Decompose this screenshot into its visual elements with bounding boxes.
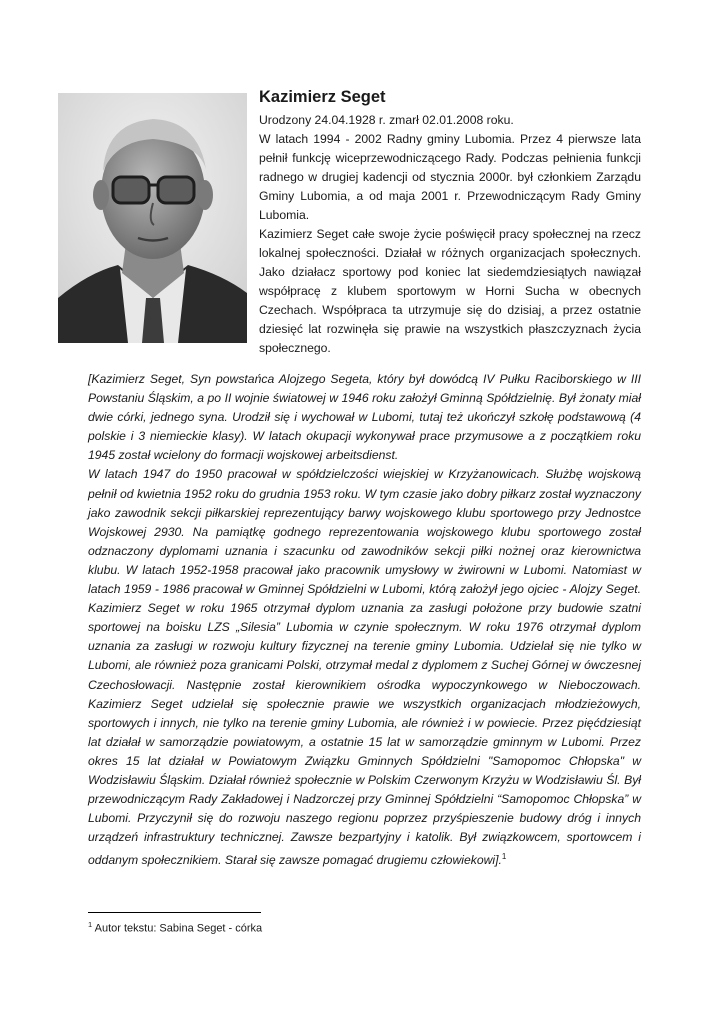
footnote-reference[interactable]: 1 (501, 852, 507, 862)
footnote (88, 920, 262, 935)
biography-text (88, 370, 641, 871)
footnote-number: 1 (88, 920, 93, 929)
person-name: Kazimierz Seget (259, 88, 386, 106)
intro-paragraph: W latach 1994 - 2002 Radny gminy Lubomia. Przez 4 pierwsze lata pełnił funkcję wiceprzewodniczącego Rady. Podczas pełnienia funkcji radnego w drugiej kadencji od stycznia 2000r. był członkiem Zarządu Gminy Lubomia, a od maja 2001 r. Przewodniczącym Rady Gminy Lubomia. (259, 132, 641, 222)
footnote-text: Autor tekstu: Sabina Seget - córka (94, 922, 263, 935)
bio-paragraph: [Kazimierz Seget, Syn powstańca Alojzego Segeta, który był dowódcą IV Pułku Raciborskiego w III Powstaniu Śląskim, a po II wojnie światowej w 1946 roku założył Gminną Spółdzielnię. Był żonaty miał dwie córki, jednego syna. Urodził się i wychował w Lubomi, tutaj też ukończył szkołę podstawową (4 polskie i 3 niemieckie klasy). W latach okupacji wykonywał prace przymusowe a z początkiem roku 1945 został wcielony do formacji wojskowej arbeitsdienst. (88, 372, 641, 463)
portrait-photo (58, 93, 247, 343)
intro-text (259, 111, 641, 358)
intro-paragraph: Kazimierz Seget całe swoje życie poświęcił pracy społecznej na rzecz lokalnej społeczności. Działał w różnych organizacjach społecznych. Jako działacz sportowy pod koniec lat siedemdziesiątych nawiązał współpracę z klubem sportowym w Horni Sucha w obecnych Czechach. Współpraca ta utrzymuje się do dzisiaj, a przez ostatnie dziesięć lat rozwinęła się prawie na wszystkich płaszczyznach życia społecznego. (259, 227, 641, 355)
intro-paragraph: Urodzony 24.04.1928 r. zmarł 02.01.2008 roku. (259, 113, 514, 127)
bio-paragraph-text: W latach 1947 do 1950 pracował w spółdzielczości wiejskiej w Krzyżanowicach. Służbę wojskową pełnił od kwietnia 1952 roku do grudnia 1953 roku. W tym czasie jako dobry piłkarz został wyznaczony jako zawodnik sekcji piłkarskiej reprezentujący barwy wojskowego klubu sportowego przy Jednostce Wojskowej 2930. Na pamiątkę godnego reprezentowania wojskowego klubu sportowego został odznaczony dyplomami uznania i szacunku od zawodników sekcji piłki nożnej oraz kierownictwa klubu. W latach 1952-1958 pracował jako pracownik umysłowy w żwirowni w Lubomi. Natomiast w latach 1959 - 1986 pracował w Gminnej Spółdzielni w Lubomi, którą założył jego ojciec - Alojzy Seget. Kazimierz Seget w roku 1965 otrzymał dyplom uznania za zasługi położone przy budowie szatni sportowej na boisku LZS „Silesia” Lubomia w czynie społecznym. W roku 1976 otrzymał dyplom uznania za zasługi w rozwoju kultury fizycznej na terenie gminy Lubomia. Udzielał się nie tylko w Lubomi, ale również poza granicami Polski, otrzymał medal z dyplomem z Suchej Górnej w ówczesnej Czechosłowacji. Następnie został kierownikiem ośrodka wypoczynkowego w Nieboczowach. Kazimierz Seget udzielał się społecznie prawie we wszystkich organizacjach młodzieżowych, sportowych i innych, nie tylko na terenie gminy Lubomia, ale również i w powiecie. Przez pięćdziesiąt lat działał w samorządzie powiatowym, a ostatnie 15 lat w samorządzie gminnym w Lubomi. Przez okres 15 lat działał w Powiatowym Związku Gminnych Spółdzielni "Samopomoc Chłopska" w Wodzisławiu Śląskim. Działał również społecznie w Polskim Czerwonym Krzyżu w Wodzisławiu Śl. Był przewodniczącym Rady Zakładowej i Nadzorczej przy Gminnej Spółdzielni “Samopomoc Chłopska” w Lubomi. Przyczynił się do rozwoju naszego regionu poprzez przyśpieszenie budowy dróg i innych urządzeń infrastruktury technicznej. Zawsze bezpartyjny i katolik. Był związkowcem, sportowcem i oddanym społecznikiem. Starał się zawsze pomagać drugiemu człowiekowi]. (88, 467, 641, 868)
bio-paragraph (88, 465, 641, 870)
footnote-separator (88, 912, 261, 913)
header-block (259, 87, 641, 358)
